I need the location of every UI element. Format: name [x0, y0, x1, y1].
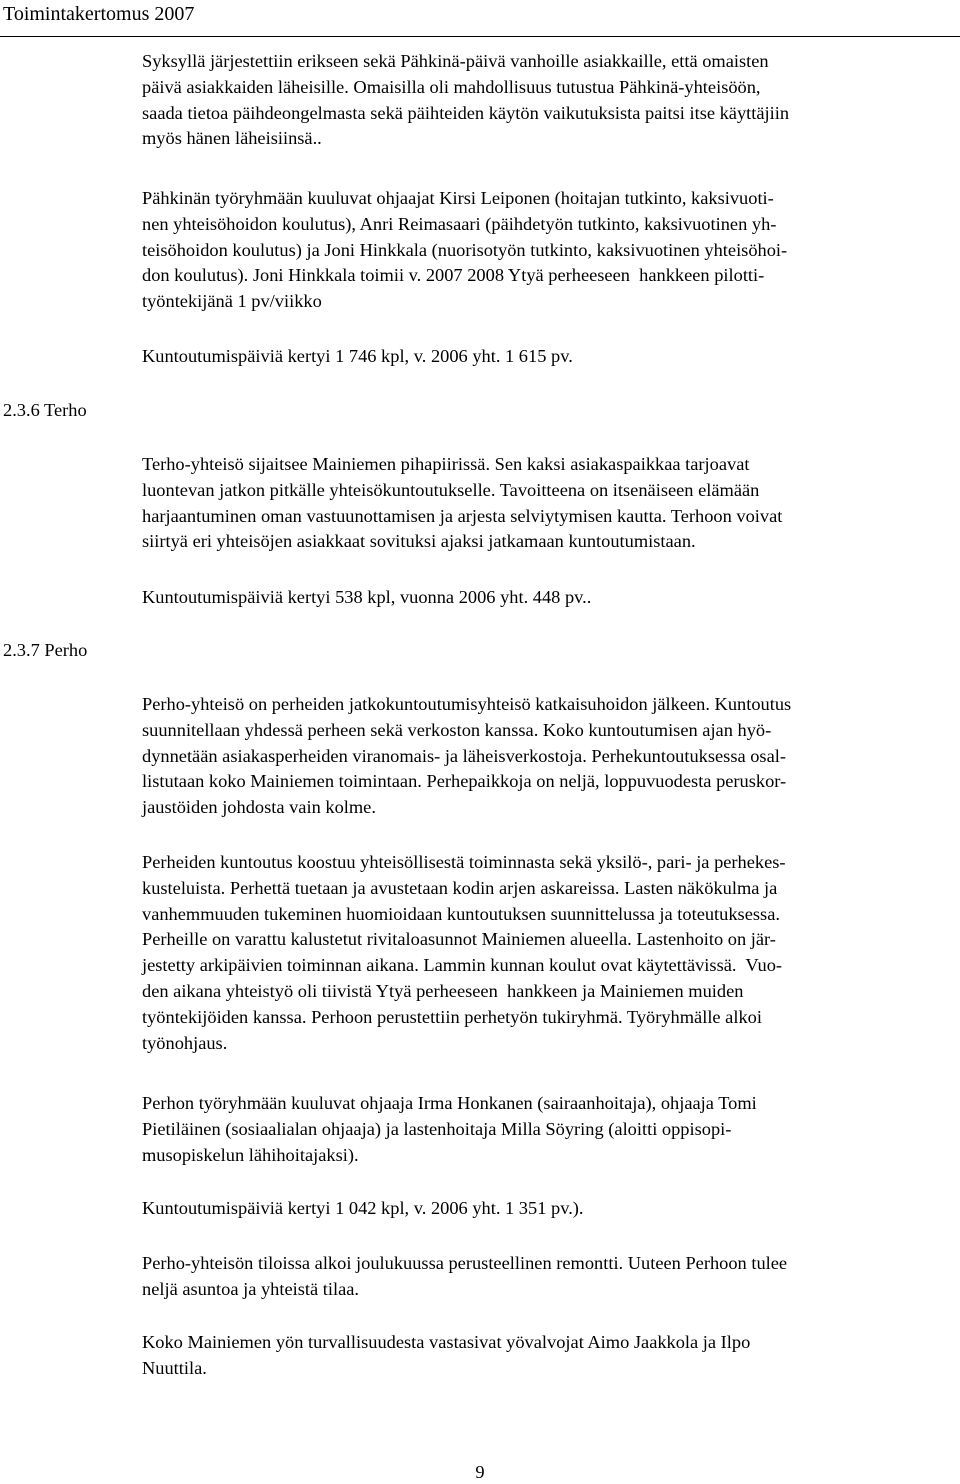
page-header [0, 0, 960, 37]
paragraph-pahkina-rehab-days: Kuntoutumispäiviä kertyi 1 746 kpl, v. 2006 yht. 1 615 pv. [142, 346, 573, 366]
paragraph-terho-description: Terho-yhteisö sijaitsee Mainiemen pihapiirissä. Sen kaksi asiakaspaikkaa tarjoavat luontevan jatkon pitkälle yhteisökuntoutukselle. Tavoitteena on itsenäiseen elämään harjaantuminen oman vastuunottamisen ja arjesta selviytymisen kautta. Terhoon voivat siirtyä eri yhteisöjen asiakkaat sovituksi ajaksi jatkamaan kuntoutumistaan. [142, 454, 783, 552]
section-heading-perho: 2.3.7 Perho [3, 640, 88, 660]
paragraph-perho-staff: Perhon työryhmään kuuluvat ohjaaja Irma Honkanen (sairaanhoitaja), ohjaaja Tomi Pietiläinen (sosiaalialan ohjaaja) ja lastenhoitaja Milla Söyring (aloitti oppisopi- musopiskelun lähihoitajaksi). [142, 1093, 757, 1165]
paragraph-perho-renovation: Perho-yhteisön tiloissa alkoi joulukuussa perusteellinen remontti. Uuteen Perhoon tulee neljä asuntoa ja yhteistä tilaa. [142, 1253, 788, 1299]
section-heading-terho: 2.3.6 Terho [3, 400, 87, 420]
paragraph-pahkina-days: Syksyllä järjestettiin erikseen sekä Pähkinä-päivä vanhoille asiakkaille, että omaisten päivä asiakkaiden läheisille. Omaisilla oli mahdollisuus tutustua Pähkinä-yhteisöön, saada tietoa päihdeongelmasta sekä päihteiden käytön vaikutuksista paitsi itse käyttäjiin myös hänen läheisiinsä.. [142, 51, 790, 149]
paragraph-perho-description: Perho-yhteisö on perheiden jatkokuntoutumisyhteisö katkaisuhoidon jälkeen. Kuntoutus suunnitellaan yhdessä perheen sekä verkoston kanssa. Koko kuntoutumisen ajan hyö- dynnetään asiakasperheiden viranomais- ja läheisverkostoja. Perhekuntoutuksessa osal- listutaan koko Mainiemen toimintaan. Perhepaikkoja on neljä, loppuvuodesta peruskor- jaustöiden johdosta vain kolme. [142, 694, 792, 818]
page-number: 9 [475, 1462, 485, 1482]
paragraph-terho-rehab-days: Kuntoutumispäiviä kertyi 538 kpl, vuonna 2006 yht. 448 pv.. [142, 587, 592, 607]
paragraph-night-watch: Koko Mainiemen yön turvallisuudesta vastasivat yövalvojat Aimo Jaakkola ja Ilpo Nuuttila. [142, 1332, 751, 1378]
paragraph-perho-rehab-days: Kuntoutumispäiviä kertyi 1 042 kpl, v. 2006 yht. 1 351 pv.). [142, 1198, 584, 1218]
paragraph-perho-families: Perheiden kuntoutus koostuu yhteisöllisestä toiminnasta sekä yksilö-, pari- ja perhekes- kusteluista. Perhettä tuetaan ja avustetaan kodin arjen askareissa. Lasten näkökulma ja vanhemmuuden tukeminen huomioidaan kuntoutuksen suunnittelussa ja toteutuksessa. Perheille on varattu kalustetut rivitaloasunnot Mainiemen alueella. Lastenhoito on jär- jestetty arkipäivien toiminnan aikana. Lammin kunnan koulut ovat käytettävissä. Vuo- den aikana yhteistyö oli tiivistä Ytyä perheeseen hankkeen ja Mainiemen muiden työntekijöiden kanssa. Perhoon perustettiin perhetyön tukiryhmä. Työryhmälle alkoi työnohjaus. [142, 852, 786, 1053]
document-title: Toimintakertomus 2007 [3, 3, 195, 25]
paragraph-pahkina-staff: Pähkinän työryhmään kuuluvat ohjaajat Kirsi Leiponen (hoitajan tutkinto, kaksivuoti- nen yhteisöhoidon koulutus), Anri Reimasaari (päihdetyön tutkinto, kaksivuotinen yh- teisöhoidon koulutus) ja Joni Hinkkala (nuorisotyön tutkinto, kaksivuotinen yhteisöhoi- don koulutus). Joni Hinkkala toimii v. 2007 2008 Ytyä perheeseen hankkeen pilotti- työntekijänä 1 pv/viikko [142, 188, 788, 312]
